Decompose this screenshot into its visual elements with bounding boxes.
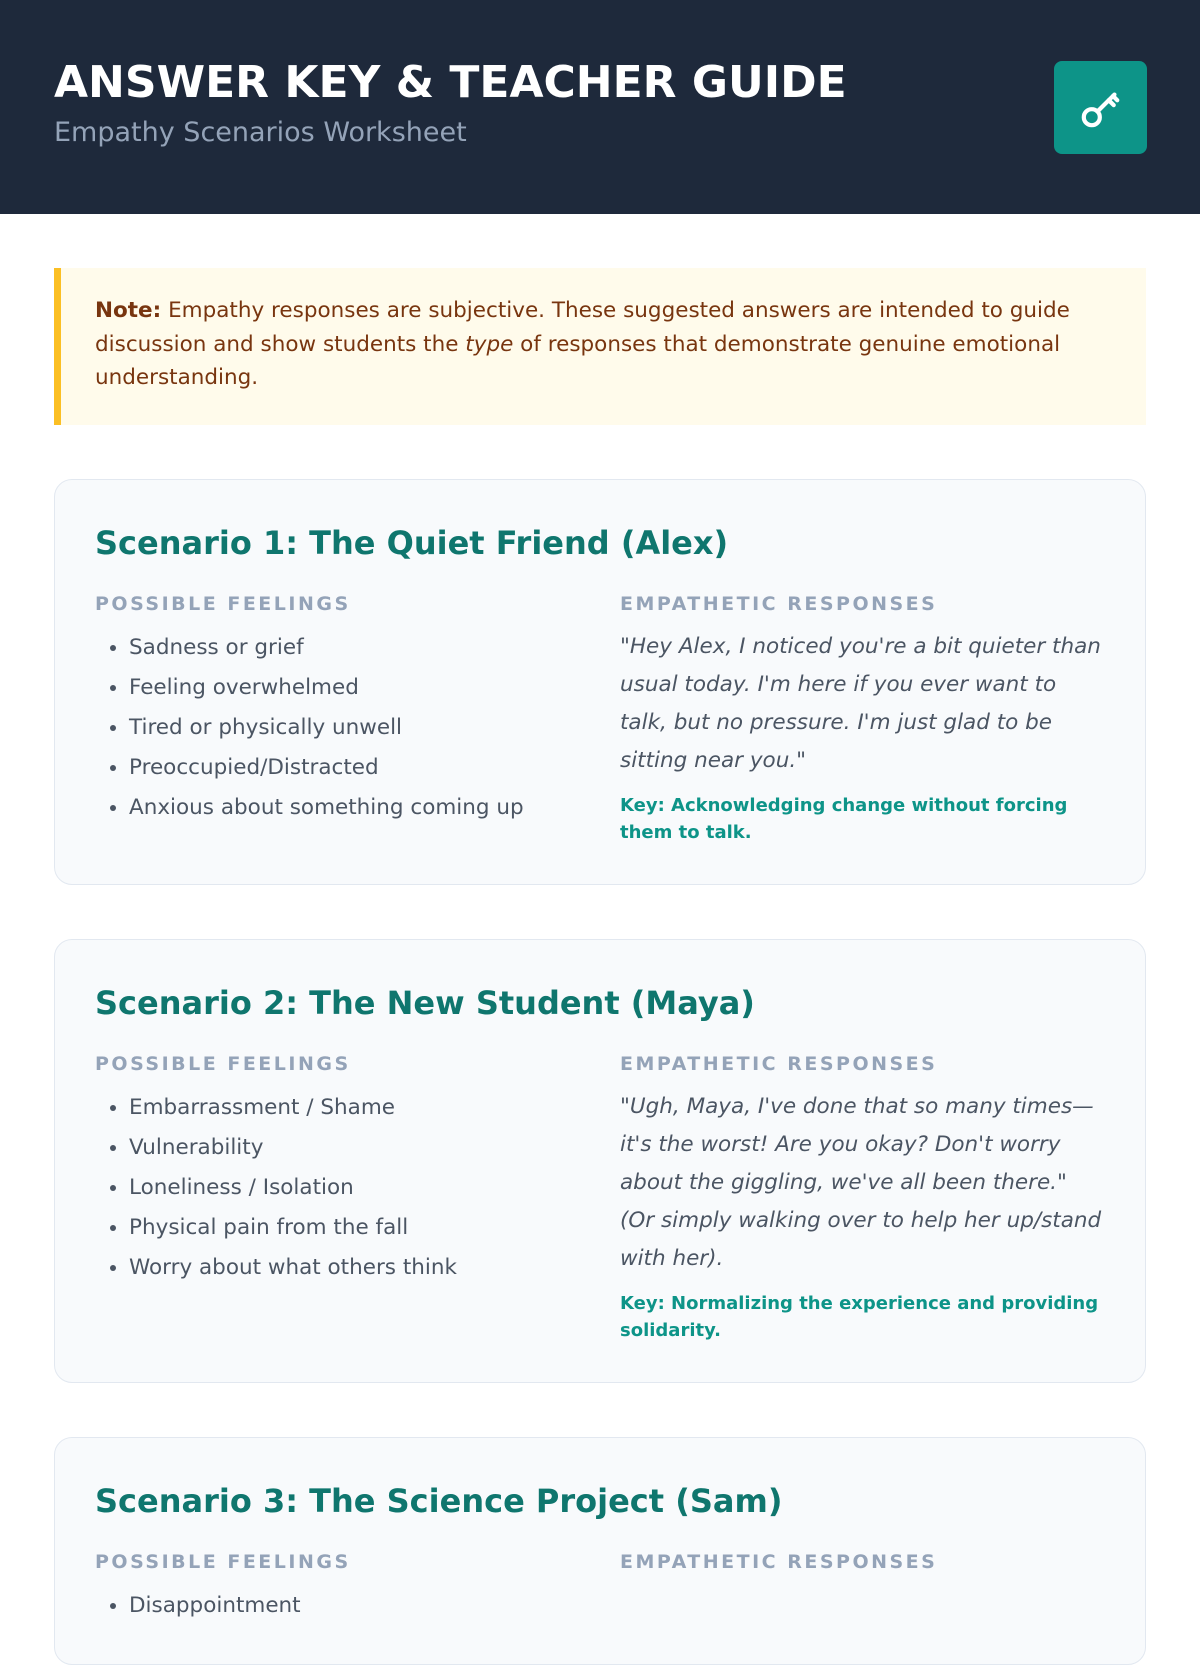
scenario-title: Scenario 3: The Science Project (Sam) [95,1481,783,1520]
responses-heading: EMPATHETIC RESPONSES [620,1052,938,1075]
list-item: • Physical pain from the fall [129,1208,620,1248]
page-content [0,214,1200,1665]
feelings-list [95,1586,620,1626]
responses-column [620,1550,1105,1626]
note-emphasis: type [465,331,514,357]
response-key: Key: Normalizing the experience and providing solidarity. [620,1292,1099,1341]
list-item: • Sadness or grief [129,628,620,668]
scenario-card-3 [54,1437,1146,1665]
feelings-heading: POSSIBLE FEELINGS [95,1052,351,1075]
note-text-before: Empathy responses are subjective. These suggested answers are intended to guide discussion and show students the [95,298,1070,357]
scenario-card-2 [54,939,1146,1383]
responses-heading: EMPATHETIC RESPONSES [620,592,938,615]
note-label: Note: [95,298,162,323]
responses-column [620,1052,1105,1344]
page-header [0,0,1200,214]
list-item: • Preoccupied/Distracted [129,748,620,788]
key-badge [1054,61,1147,154]
scenario-title: Scenario 1: The Quiet Friend (Alex) [95,523,729,562]
feelings-heading: POSSIBLE FEELINGS [95,1550,351,1573]
responses-column [620,592,1105,846]
list-item: • Feeling overwhelmed [129,668,620,708]
list-item: • Disappointment [129,1586,620,1626]
list-item: • Loneliness / Isolation [129,1168,620,1208]
key-icon [1073,80,1129,136]
page-subtitle: Empathy Scenarios Worksheet [54,117,467,148]
feelings-list [95,1088,620,1288]
feelings-column [95,1550,620,1626]
list-item: • Worry about what others think [129,1248,620,1288]
note-text-after: of responses that demonstrate genuine emotional understanding. [95,331,1061,390]
feelings-heading: POSSIBLE FEELINGS [95,592,351,615]
feelings-column [95,592,620,846]
list-item: • Embarrassment / Shame [129,1088,620,1128]
scenario-title: Scenario 2: The New Student (Maya) [95,983,755,1022]
list-item: • Anxious about something coming up [129,788,620,828]
responses-heading: EMPATHETIC RESPONSES [620,1550,938,1573]
empathetic-response: "Ugh, Maya, I've done that so many times—it's the worst! Are you okay? Don't worry about the giggling, we've all been there." (Or simply walking over to help her up/stand with her). [620,1093,1102,1271]
empathetic-response: "Hey Alex, I noticed you're a bit quieter than usual today. I'm here if you ever want to talk, but no pressure. I'm just glad to be sitting near you." [620,633,1101,773]
scenario-card-1 [54,479,1146,885]
teacher-note [54,268,1146,425]
response-key: Key: Acknowledging change without forcing them to talk. [620,794,1068,843]
feelings-list [95,628,620,828]
page-title: ANSWER KEY & TEACHER GUIDE [54,57,847,108]
list-item: • Vulnerability [129,1128,620,1168]
list-item: • Tired or physically unwell [129,708,620,748]
feelings-column [95,1052,620,1344]
